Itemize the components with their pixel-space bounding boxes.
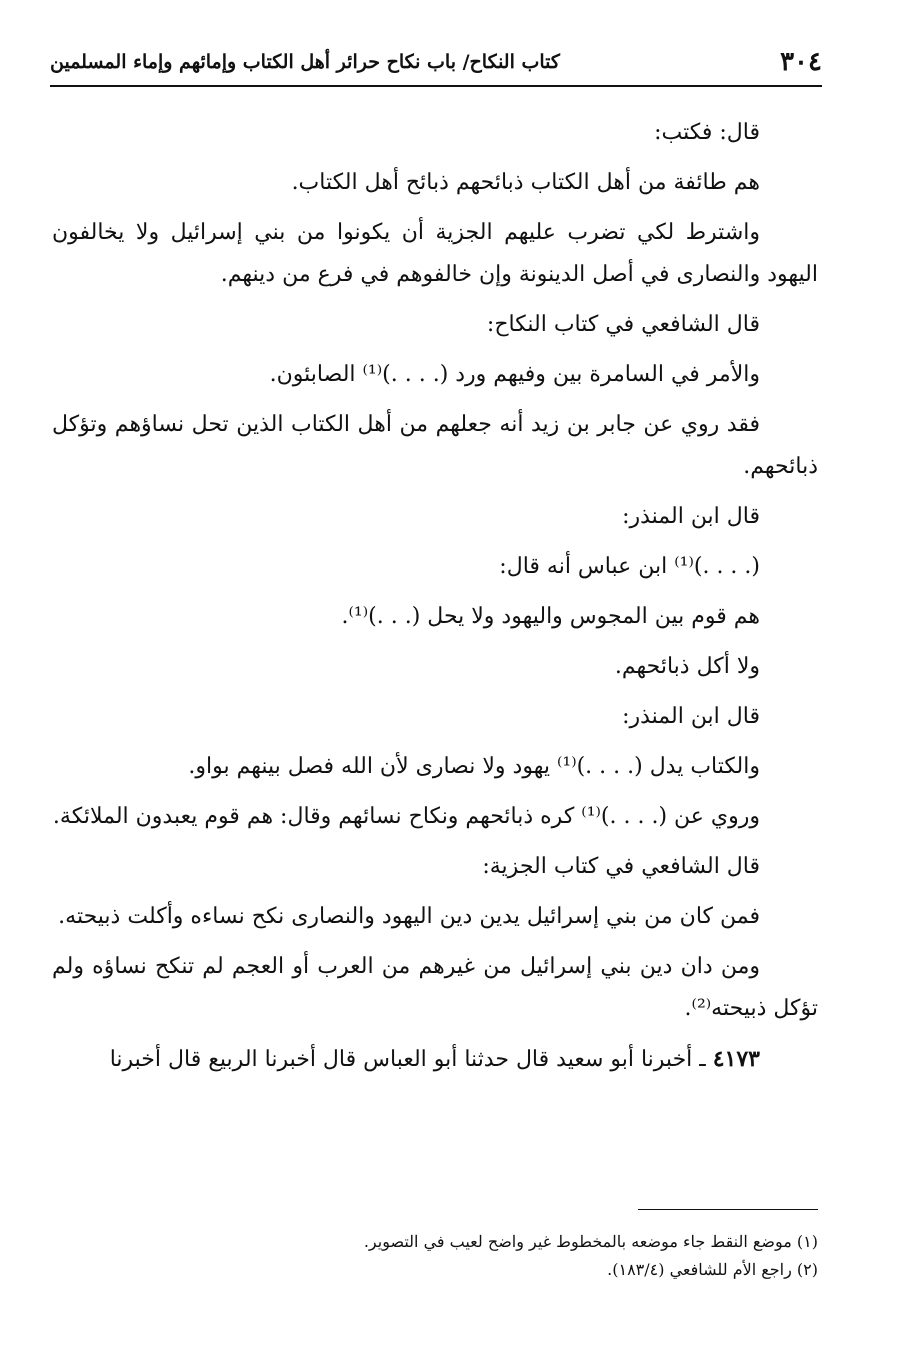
page-number: ٣٠٤ xyxy=(780,47,822,77)
paragraph: والأمر في السامرة بين وفيهم ورد (. . . .)⁽¹⁾ الصابئون. xyxy=(269,362,760,387)
paragraph: والكتاب يدل (. . . .)⁽¹⁾ يهود ولا نصارى لأن الله فصل بينهم بواو. xyxy=(188,754,760,779)
header-rule xyxy=(50,85,822,87)
paragraph: قال الشافعي في كتاب النكاح: xyxy=(486,312,760,337)
paragraph: فمن كان من بني إسرائيل يدين دين اليهود والنصارى نكح نساءه وأكلت ذبيحته. xyxy=(58,904,760,929)
paragraph: قال ابن المنذر: xyxy=(622,504,760,529)
paragraph: واشترط لكي تضرب عليهم الجزية أن يكونوا من بني إسرائيل ولا يخالفون اليهود والنصارى في أصل الدينونة وإن خالفوهم في فرع من دينهم. xyxy=(52,220,818,287)
paragraph: قال ابن المنذر: xyxy=(622,704,760,729)
numbered-paragraph xyxy=(52,1038,818,1081)
footnotes xyxy=(52,1228,818,1284)
footnote: (١) موضع النقط جاء موضعه بالمخطوط غير واضح لعيب في التصوير. xyxy=(363,1232,818,1251)
hadith-number: ٤١٧٣ xyxy=(712,1046,760,1072)
paragraph: ومن دان دين بني إسرائيل من غيرهم من العرب أو العجم لم تنكح نساؤه ولم تؤكل ذبيحته⁽²⁾. xyxy=(52,954,818,1021)
footnote: (٢) راجع الأم للشافعي (١٨٣/٤). xyxy=(607,1260,818,1279)
running-title: كتاب النكاح/ باب نكاح حرائر أهل الكتاب وإمائهم وإماء المسلمين xyxy=(50,51,560,73)
paragraph: فقد روي عن جابر بن زيد أنه جعلهم من أهل الكتاب الذين تحل نساؤهم وتؤكل ذبائحهم. xyxy=(52,412,818,479)
footnote-rule xyxy=(638,1209,818,1210)
page-header xyxy=(50,40,822,84)
paragraph: قال الشافعي في كتاب الجزية: xyxy=(482,854,760,879)
paragraph: قال: فكتب: xyxy=(654,120,760,145)
paragraph: هم طائفة من أهل الكتاب ذبائحهم ذبائح أهل الكتاب. xyxy=(291,170,760,195)
body-text xyxy=(52,112,818,1089)
paragraph: هم قوم بين المجوس واليهود ولا يحل (. . .)⁽¹⁾. xyxy=(341,604,760,629)
paragraph: وروي عن (. . . .)⁽¹⁾ كره ذبائحهم ونكاح نسائهم وقال: هم قوم يعبدون الملائكة. xyxy=(52,804,760,829)
paragraph: ولا أكل ذبائحهم. xyxy=(614,654,760,679)
hadith-text: ـ أخبرنا أبو سعيد قال حدثنا أبو العباس قال أخبرنا الربيع قال أخبرنا xyxy=(109,1047,706,1072)
paragraph: (. . . .)⁽¹⁾ ابن عباس أنه قال: xyxy=(499,554,760,579)
